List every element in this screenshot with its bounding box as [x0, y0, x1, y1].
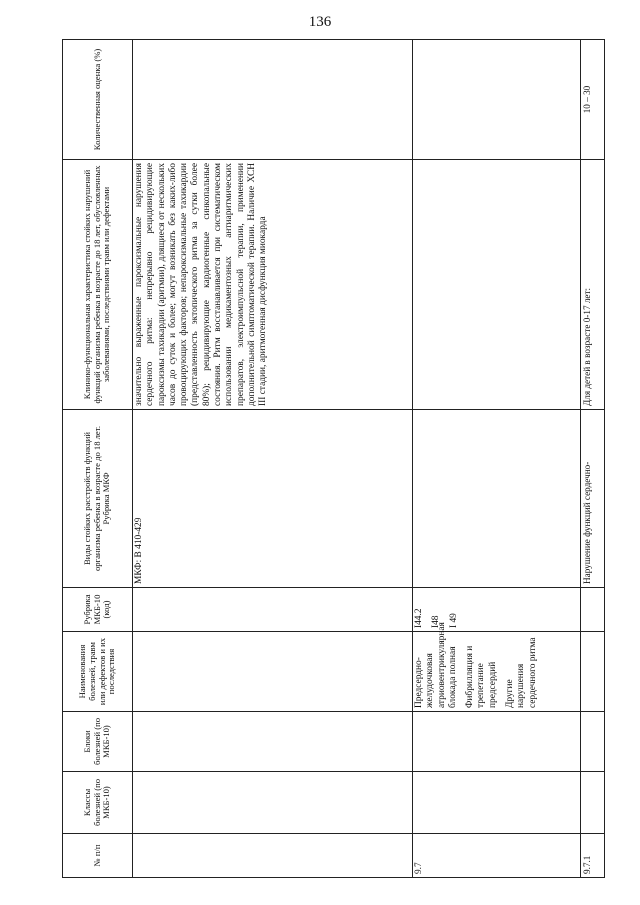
cell-empty — [581, 588, 605, 632]
cell-empty — [581, 772, 605, 834]
cell-empty — [133, 588, 413, 632]
rotated-table-container — [62, 40, 604, 878]
cell-empty — [133, 772, 413, 834]
disease-name: Фибрилляция и трепетание предсердий — [465, 645, 498, 708]
cell-num: 9.7 — [413, 834, 581, 878]
header-blocks: Блоки болезней (по МКБ-10) — [63, 712, 133, 772]
disability-criteria-table — [62, 39, 605, 878]
icd-code: I48 — [431, 615, 442, 628]
icd-code: I44.2 — [414, 608, 424, 628]
cell-disease-names — [413, 622, 581, 712]
cell-empty — [581, 632, 605, 712]
header-code: Рубрика МКБ-10 (код) — [63, 588, 133, 632]
table-row — [581, 40, 605, 878]
cell-description: значительно выраженные пароксизмальные нарушения сердечного ритма: непрерывно рецидивирующие пароксизмы тахикардии (аритмии), длящиеся от нескольких часов до суток и более; могут возникать без каких-либо провоцирующих факторов; непароксизмальные тахикардии (представленность эктопического ритма за сутки более 80%); рецидивирующие кардиогенные синкопальные состояния. Ритм восстанавливается при систематическом использовании медикаментозных антиаритмических препаратов, электроимпульсной терапии, применении дополнительной симптоматической терапии. Наличие ХСН III стадии, аритмогенная дисфункция миокарда — [133, 160, 413, 410]
cell-empty — [133, 40, 413, 160]
cell-empty — [133, 632, 413, 712]
header-classes: Классы болезней (по МКБ-10) — [63, 772, 133, 834]
header-num: № п/п — [63, 834, 133, 878]
cell-empty — [413, 712, 581, 772]
disease-name: Предсердно-желудочковая атриовентрикулярная блокада полная — [414, 622, 458, 708]
cell-rubric: МКФ: В 410-429 — [133, 410, 413, 588]
cell-empty — [133, 712, 413, 772]
icd-code: I 49 — [448, 613, 459, 628]
disease-name: Другие нарушения сердечного ритма — [504, 637, 538, 708]
cell-empty — [413, 410, 581, 588]
header-rubric: Виды стойких расстройств функций организма ребенка в возрасте до 18 лет. Рубрика МКФ — [63, 410, 133, 588]
table-row — [413, 40, 581, 878]
cell-empty — [413, 160, 581, 410]
cell-quant: 10 – 30 — [581, 40, 605, 160]
cell-rubric: Нарушение функций сердечно- — [581, 410, 605, 588]
cell-num: 9.7.1 — [581, 834, 605, 878]
cell-empty — [581, 712, 605, 772]
cell-empty — [413, 40, 581, 160]
header-characteristic: Клинико-функциональная характеристика стойких нарушений функций организма ребенка в возрасте до 18 лет, обусловленных заболеваниями, последствиями травм или дефектами — [63, 160, 133, 410]
cell-characteristic: Для детей в возрасте 0-17 лет: — [581, 160, 605, 410]
table-row — [133, 40, 413, 878]
header-quant: Количественная оценка (%) — [63, 40, 133, 160]
table-header-row — [63, 40, 133, 878]
cell-empty — [413, 772, 581, 834]
page-number: 136 — [308, 14, 332, 30]
header-name: Наименования болезней, травм или дефектов и их последствия — [63, 632, 133, 712]
cell-codes — [413, 588, 581, 632]
cell-empty — [133, 834, 413, 878]
